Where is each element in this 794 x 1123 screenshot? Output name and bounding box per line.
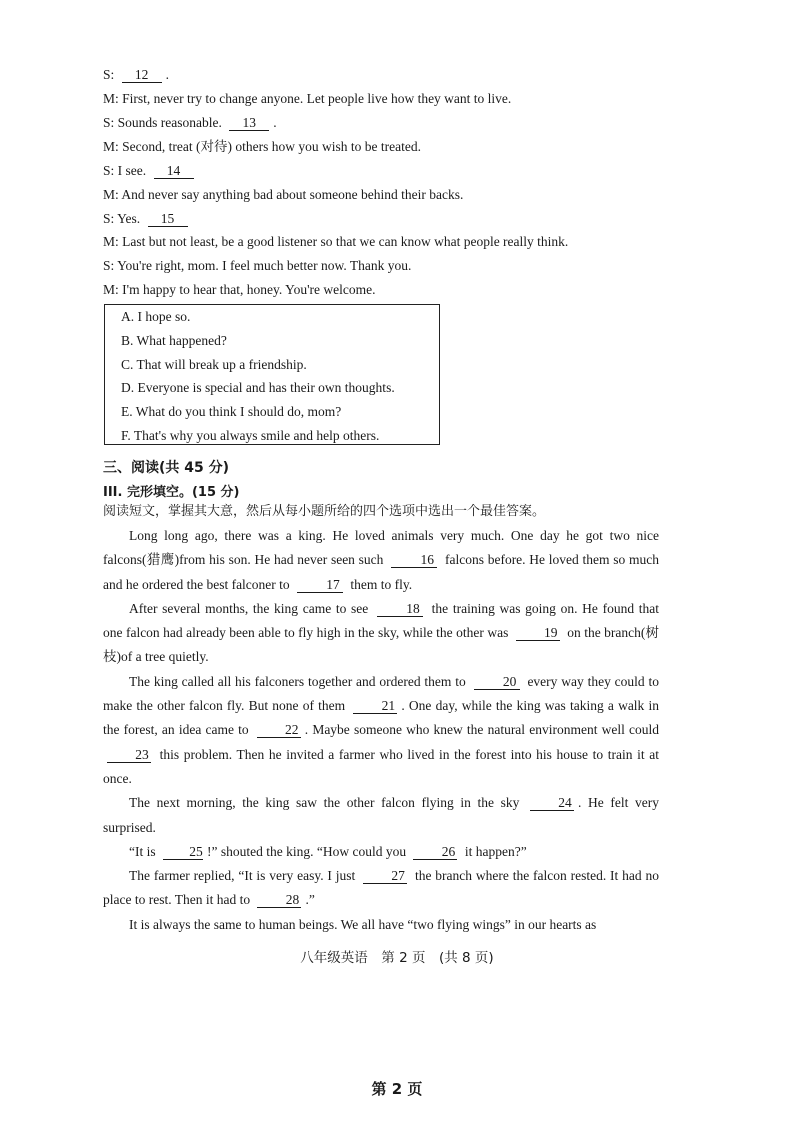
passage-text: the branch where the falcon rested. It had no place to rest. Then it had to xyxy=(103,868,659,908)
passage-text: The next morning, the king saw the other falcon flying in the sky xyxy=(129,795,520,811)
section-title: 三、阅读(共 45 分) xyxy=(103,460,230,476)
dialogue-text: I'm happy to hear that, honey. You're welcome. xyxy=(122,282,376,297)
passage-text: The farmer replied, “It is very easy. I just xyxy=(129,868,356,884)
blank-19: 19 xyxy=(516,625,560,641)
dialogue-text: Sounds reasonable. xyxy=(117,115,222,130)
cloze-passage xyxy=(103,524,659,937)
page-number-label: 第 2 页 xyxy=(371,1080,423,1098)
blank-28: 28 xyxy=(257,892,301,908)
passage-text: . He felt very surprised. xyxy=(103,795,660,835)
blank-15: 15 xyxy=(148,211,188,227)
options-box xyxy=(104,304,440,445)
passage-text: on the branch(树枝)of a tree quietly. xyxy=(103,625,660,665)
blank-21: 21 xyxy=(353,698,397,714)
blank-12: 12 xyxy=(122,67,162,83)
dialogue-line-3: S: Sounds reasonable. 13 . xyxy=(103,115,277,130)
dialogue-text: Yes. xyxy=(117,211,141,226)
blank-17: 17 xyxy=(297,577,343,593)
speaker: S xyxy=(103,258,111,273)
passage-text: . One day, while the king was taking a walk in the forest, an idea came to xyxy=(103,698,659,738)
passage-text: It is always the same to human beings. We all have “two flying wings” in our hearts as xyxy=(129,916,597,932)
paragraph-7 xyxy=(103,913,659,937)
speaker: M xyxy=(103,139,116,154)
blank-16: 16 xyxy=(391,552,437,568)
blank-27: 27 xyxy=(363,868,407,884)
passage-text: “It is xyxy=(129,843,156,859)
speaker: M xyxy=(103,282,116,297)
dialogue-line-2: M: First, never try to change anyone. Let people live how they want to live. xyxy=(103,91,512,106)
dialogue-text: Second, treat (对待) others how you wish to be treated. xyxy=(122,139,421,154)
passage-text: every way they could to make the other falcon fly. But none of them xyxy=(103,673,659,714)
speaker: S xyxy=(103,115,111,130)
page-footer: 八年级英语 第 2 页 (共 8 页) xyxy=(300,950,494,966)
blank-20: 20 xyxy=(474,674,520,690)
paragraph-4 xyxy=(103,791,659,840)
blank-24: 24 xyxy=(530,795,574,811)
passage-text: falcons before. He loved them so much and he ordered the best falconer to xyxy=(103,552,660,592)
speaker: M xyxy=(103,91,116,106)
paragraph-2 xyxy=(103,597,659,670)
passage-text: it happen?” xyxy=(464,843,527,859)
speaker: S xyxy=(103,211,111,226)
speaker: M xyxy=(103,234,116,249)
dialogue-line-6: M: And never say anything bad about someone behind their backs. xyxy=(103,187,464,202)
blank-14: 14 xyxy=(154,163,194,179)
passage-text: . Maybe someone who knew the natural environment well could xyxy=(304,722,659,738)
dialogue-line-5: S: I see. 14 xyxy=(103,162,198,180)
speaker: S xyxy=(103,67,111,82)
passage-text: After several months, the king came to see xyxy=(129,600,369,616)
blank-22: 22 xyxy=(257,722,301,738)
option-a: A. I hope so. xyxy=(121,309,191,324)
dialogue-line-1: S: 12 . xyxy=(103,67,170,82)
blank-23: 23 xyxy=(107,747,151,763)
instruction: 阅读短文，掌握其大意，然后从每小题所给的四个选项中选出一个最佳答案。 xyxy=(103,504,546,519)
option-d: D. Everyone is special and has their own thoughts. xyxy=(121,380,395,395)
option-c: C. That will break up a friendship. xyxy=(121,357,307,372)
dialogue-text: Last but not least, be a good listener so that we can know what people really think. xyxy=(122,234,569,249)
speaker: S xyxy=(103,163,111,178)
blank-25: 25 xyxy=(163,844,203,860)
option-f: F. That's why you always smile and help others. xyxy=(121,428,380,443)
paragraph-3 xyxy=(103,670,659,791)
dialogue-line-10: M: I'm happy to hear that, honey. You're welcome. xyxy=(103,282,376,297)
passage-text: .” xyxy=(305,892,315,908)
passage-text: them to fly. xyxy=(350,576,413,592)
dialogue-text: First, never try to change anyone. Let people live how they want to live. xyxy=(122,91,512,106)
dialogue-text: You're right, mom. I feel much better now. Thank you. xyxy=(117,258,412,273)
punct: . xyxy=(273,115,277,130)
paragraph-5 xyxy=(103,840,659,864)
speaker: M xyxy=(103,187,116,202)
dialogue-text: I see. xyxy=(117,163,147,178)
dialogue-line-7: S: Yes. 15 xyxy=(103,210,192,228)
subsection-title: III. 完形填空。(15 分) xyxy=(103,485,240,500)
dialogue-line-9: S: You're right, mom. I feel much better now. Thank you. xyxy=(103,258,412,273)
blank-18: 18 xyxy=(377,601,423,617)
blank-13: 13 xyxy=(229,115,269,131)
paragraph-6 xyxy=(103,864,659,913)
punct: . xyxy=(165,67,170,82)
dialogue-text: And never say anything bad about someone behind their backs. xyxy=(121,187,464,202)
option-e: E. What do you think I should do, mom? xyxy=(121,404,342,419)
passage-text: The king called all his falconers together and ordered them to xyxy=(129,673,466,689)
passage-text: !” shouted the king. “How could you xyxy=(207,843,407,859)
option-b: B. What happened? xyxy=(121,333,227,348)
passage-text: this problem. Then he invited a farmer who lived in the forest into his house to train it at once. xyxy=(103,746,659,786)
paragraph-1 xyxy=(103,524,659,597)
passage-text: Long long ago, there was a king. He loved animals very much. One day he got two nice falcons(猎鹰)from his son. He had never seen such xyxy=(103,528,659,568)
dialogue-line-8: M: Last but not least, be a good listener so that we can know what people really think. xyxy=(103,234,569,249)
blank-26: 26 xyxy=(413,844,457,860)
passage-text: the training was going on. He found that one falcon had already been able to fly high in the sky, while the other was xyxy=(103,600,659,641)
dialogue-line-4: M: Second, treat (对待) others how you wish to be treated. xyxy=(103,139,421,154)
